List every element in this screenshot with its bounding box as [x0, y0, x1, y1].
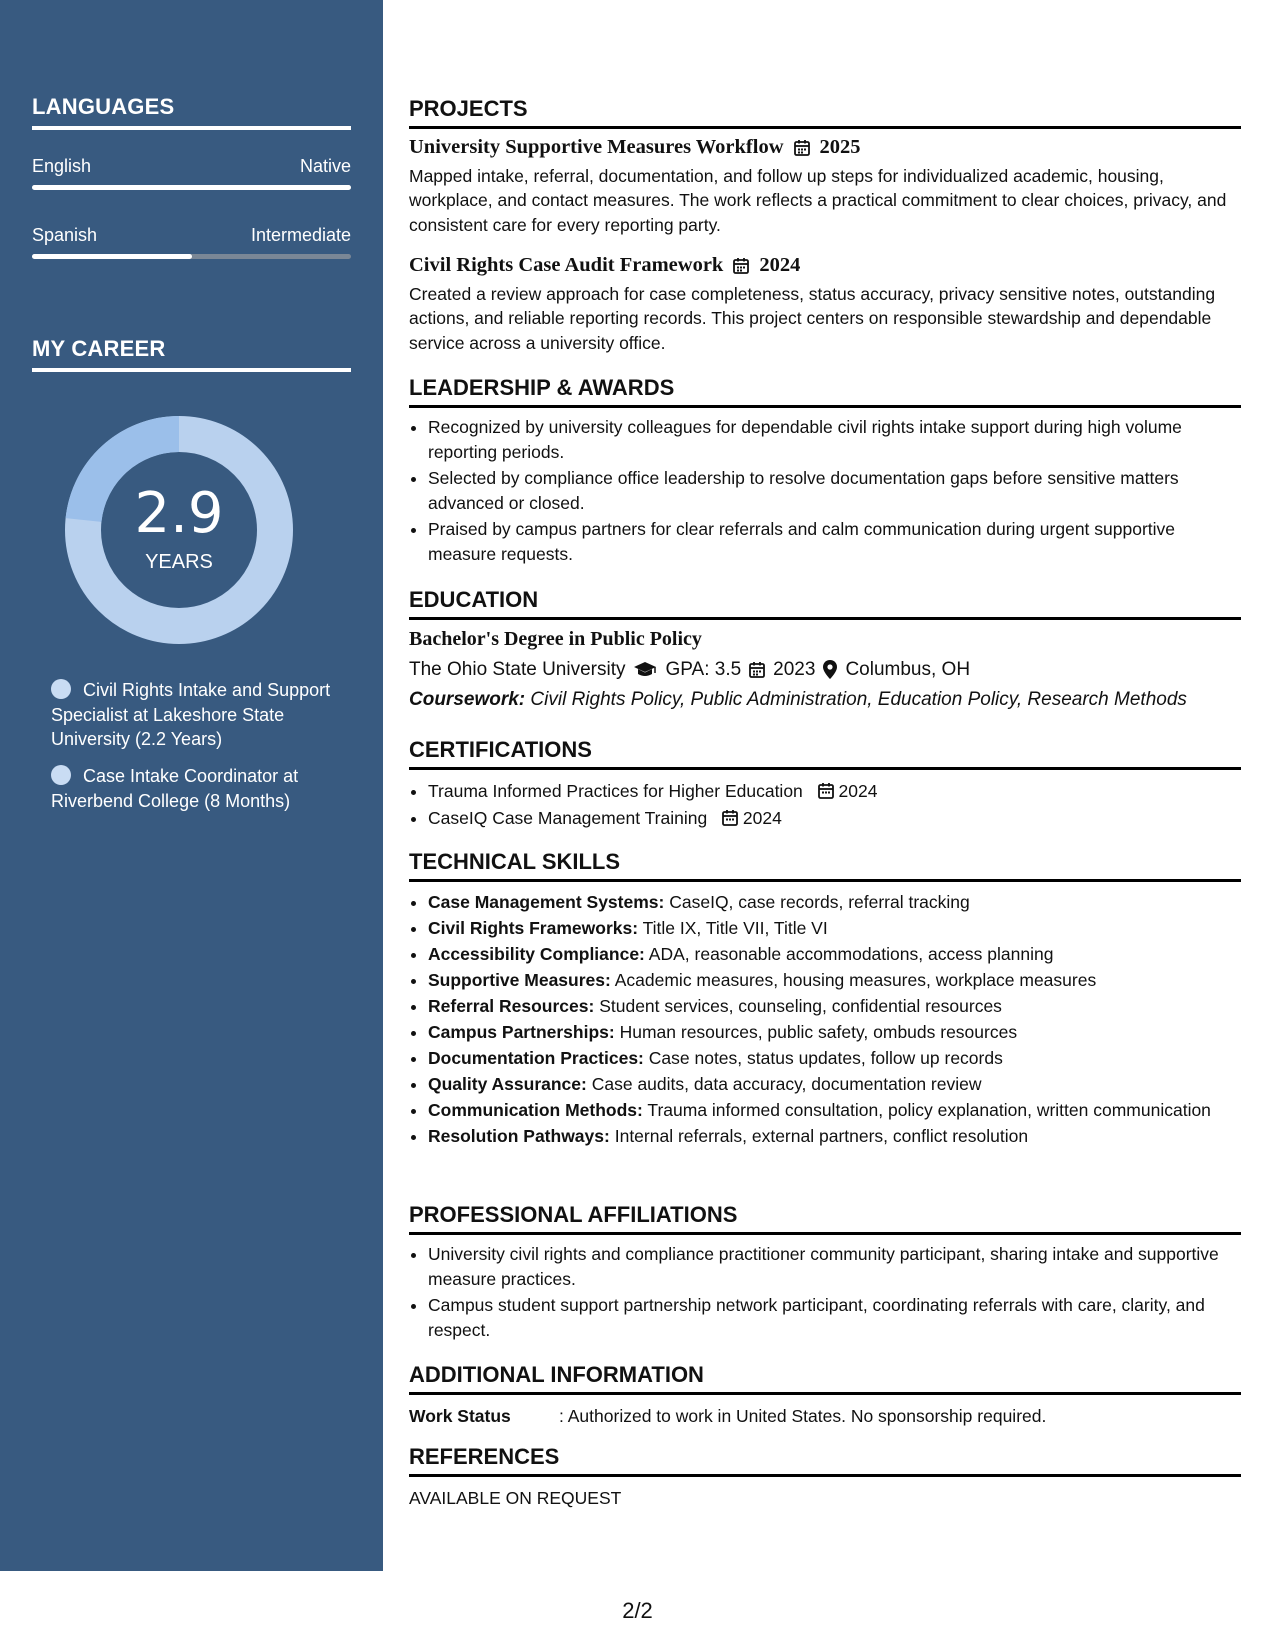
career-dot-icon — [51, 765, 71, 785]
references-heading: REFERENCES — [409, 1444, 1241, 1477]
career-heading: MY CAREER — [32, 336, 351, 372]
skill-label: Campus Partnerships: — [428, 1022, 615, 1042]
skill-label: Supportive Measures: — [428, 970, 611, 990]
skill-item — [428, 942, 1241, 966]
projects-heading: PROJECTS — [409, 96, 1241, 129]
skill-label: Communication Methods: — [428, 1100, 643, 1120]
affiliations-heading: PROFESSIONAL AFFILIATIONS — [409, 1202, 1241, 1235]
graduation-year: 2023 — [773, 658, 816, 680]
language-name: Spanish — [32, 225, 98, 245]
calendar-icon — [722, 809, 738, 826]
project-item — [409, 253, 1241, 355]
project-description: Created a review approach for case completeness, status accuracy, privacy sensitive notes, outstanding actions, and reliable reporting records. This project centers on responsible stewardship and dependable service across a university office. — [409, 283, 1216, 353]
project-description: Mapped intake, referral, documentation, and follow up steps for individualized academic, housing, workplace, and contact measures. The work reflects a practical commitment to clear choices, privacy, and consistent care for every reporting party. — [409, 165, 1227, 235]
language-row-spanish — [32, 225, 351, 246]
project-title-row — [409, 253, 1241, 278]
skill-value: Title IX, Title VII, Title VI — [642, 918, 828, 938]
education-entry — [409, 627, 1241, 713]
project-title: University Supportive Measures Workflow — [409, 136, 784, 158]
certification-year: 2024 — [742, 807, 782, 828]
list-item — [428, 779, 1241, 804]
skill-value: Student services, counseling, confidential resources — [599, 996, 1002, 1016]
career-item-label: Civil Rights Intake and Support Specialist at Lakeshore State University (2.2 Years) — [51, 680, 331, 749]
skill-value: Academic measures, housing measures, workplace measures — [614, 970, 1097, 990]
skill-item — [428, 968, 1241, 992]
map-pin-icon — [823, 660, 837, 679]
skills-list — [409, 890, 1241, 1150]
additional-heading: ADDITIONAL INFORMATION — [409, 1362, 1241, 1395]
skill-label: Case Management Systems: — [428, 892, 665, 912]
career-item-label: Case Intake Coordinator at Riverbend College (8 Months) — [51, 766, 299, 811]
skill-value: Case audits, data accuracy, documentation review — [591, 1074, 982, 1094]
skill-value: Human resources, public safety, ombuds resources — [619, 1022, 1018, 1042]
calendar-icon — [749, 661, 765, 678]
work-status-label: Work Status — [409, 1406, 511, 1426]
school-name: The Ohio State University — [409, 658, 626, 680]
languages-heading: LANGUAGES — [32, 94, 351, 130]
gpa: GPA: 3.5 — [665, 658, 742, 680]
language-bar-fill — [32, 254, 192, 259]
skill-item — [428, 916, 1241, 940]
list-item: • University civil rights and compliance practitioner community participant, sharing intake and supportive measure practices. — [428, 1242, 1241, 1291]
language-level: Native — [299, 156, 351, 176]
language-row-english — [32, 156, 351, 177]
skill-value: Internal referrals, external partners, conflict resolution — [614, 1126, 1029, 1146]
career-total-value: 2.9 — [134, 481, 224, 546]
education-heading: EDUCATION — [409, 587, 1241, 620]
skill-value: ADA, reasonable accommodations, access planning — [648, 944, 1054, 964]
education-details — [409, 658, 1241, 683]
list-item — [428, 806, 1241, 831]
project-item — [409, 135, 1241, 237]
degree-title: Bachelor's Degree in Public Policy — [409, 628, 702, 650]
certifications-heading: CERTIFICATIONS — [409, 737, 1241, 770]
career-item — [51, 678, 331, 752]
page-number: 2/2 — [622, 1598, 653, 1623]
certifications-list — [409, 779, 1241, 832]
skill-item — [428, 994, 1241, 1018]
affiliations-list — [409, 1242, 1241, 1344]
language-name: English — [32, 156, 92, 176]
skill-item — [428, 1124, 1241, 1148]
calendar-icon — [794, 139, 810, 156]
skill-label: Resolution Pathways: — [428, 1126, 610, 1146]
certification-name: Trauma Informed Practices for Higher Education — [428, 781, 803, 801]
work-status — [409, 1404, 1241, 1429]
references-text: AVAILABLE ON REQUEST — [409, 1488, 622, 1508]
school-location: Columbus, OH — [845, 658, 971, 680]
work-status-value: : Authorized to work in United States. No sponsorship required. — [559, 1406, 1047, 1426]
skill-label: Accessibility Compliance: — [428, 944, 645, 964]
skill-item — [428, 890, 1241, 914]
list-item: • Recognized by university colleagues for dependable civil rights intake support during high volume reporting periods. — [428, 415, 1241, 464]
skill-value: CaseIQ, case records, referral tracking — [669, 892, 970, 912]
list-item: • Campus student support partnership network participant, coordinating referrals with care, clarity, and respect. — [428, 1293, 1241, 1342]
project-year: 2025 — [819, 136, 861, 158]
certification-name: CaseIQ Case Management Training — [428, 807, 708, 828]
coursework-label: Coursework: — [409, 689, 526, 710]
career-total — [65, 416, 293, 644]
language-level: Intermediate — [250, 225, 351, 245]
graduation-cap-icon — [633, 661, 657, 679]
skill-item — [428, 1098, 1241, 1122]
list-item: • Selected by compliance office leadership to resolve documentation gaps before sensitive matters advanced or closed. — [428, 466, 1241, 515]
skill-value: Trauma informed consultation, policy explanation, written communication — [647, 1100, 1211, 1120]
skill-label: Civil Rights Frameworks: — [428, 918, 639, 938]
coursework — [409, 688, 1241, 713]
career-total-unit: YEARS — [145, 551, 213, 573]
career-item — [51, 764, 331, 813]
skill-label: Documentation Practices: — [428, 1048, 644, 1068]
career-dot-icon — [51, 679, 71, 699]
skills-heading: TECHNICAL SKILLS — [409, 849, 1241, 882]
leadership-list — [409, 415, 1241, 568]
language-bar-spanish — [32, 254, 351, 259]
skill-value: Case notes, status updates, follow up records — [648, 1048, 1003, 1068]
language-bar-english — [32, 185, 351, 190]
calendar-icon — [818, 782, 834, 799]
skill-label: Referral Resources: — [428, 996, 595, 1016]
list-item: • Praised by campus partners for clear referrals and calm communication during urgent supportive measure requests. — [428, 517, 1241, 566]
coursework-list: Civil Rights Policy, Public Administration, Education Policy, Research Methods — [530, 689, 1187, 710]
skill-item — [428, 1020, 1241, 1044]
project-title: Civil Rights Case Audit Framework — [409, 254, 724, 276]
skill-label: Quality Assurance: — [428, 1074, 587, 1094]
project-title-row — [409, 135, 1241, 160]
skill-item — [428, 1072, 1241, 1096]
certification-year: 2024 — [838, 781, 878, 801]
sidebar — [0, 0, 383, 1571]
project-year: 2024 — [759, 254, 801, 276]
calendar-icon — [733, 257, 749, 274]
skill-item — [428, 1046, 1241, 1070]
leadership-heading: LEADERSHIP & AWARDS — [409, 375, 1241, 408]
language-bar-fill — [32, 185, 351, 190]
